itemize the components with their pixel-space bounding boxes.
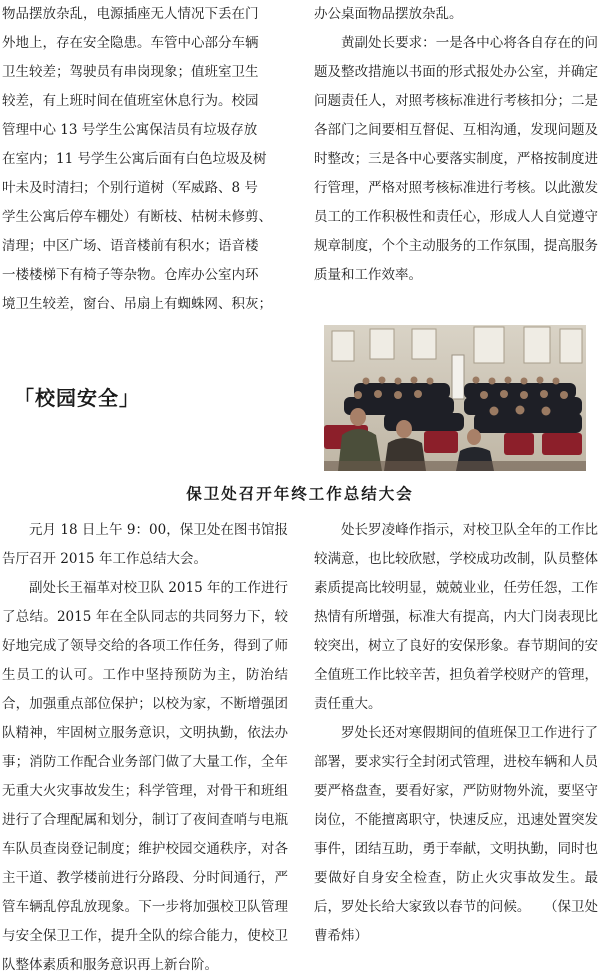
continued-text-right-column — [314, 0, 598, 290]
paragraph: 办公桌面物品摆放杂乱。 — [314, 6, 463, 22]
text-line: 一楼楼梯下有椅子等杂物。仓库办公室内环 — [2, 267, 259, 283]
article-right-column — [314, 516, 598, 951]
text-line: 卫生较差；驾驶员有串岗现象；值班室卫生 — [2, 64, 259, 80]
section-heading: 「校园安全」 — [14, 386, 140, 410]
paragraph — [314, 719, 598, 951]
text-line: 清理；中区广场、语音楼前有积水；语音楼 — [2, 238, 259, 254]
text-line: 叶未及时清扫；个别行道树（军威路、8 号 — [2, 180, 258, 196]
article-left-column — [2, 516, 288, 980]
text-line: 较差，有上班时间在值班室休息行为。校园 — [2, 93, 259, 109]
continued-text-left-column — [2, 0, 288, 319]
text-line: 学生公寓后停车棚处）有断枝、枯树未修剪、 — [2, 209, 272, 225]
paragraph: 黄副处长要求：一是各中心将各自存在的问题及整改措施以书面的形式报处办公室，并确定问题责任人，对照考核标准进行考核扣分；二是各部门之间要相互督促、互相沟通，发现问题及时整改；三是各中心要落实制度，严格按制度进行管理，严格对照考核标准进行考核。以此激发员工的工作积极性和责任心，形成人人自觉遵守规章制度，个个主动服务的工作氛围，提高服务质量和工作效率。 — [314, 35, 598, 283]
meeting-photo — [324, 325, 586, 471]
paragraph: 元月 18 日上午 9：00，保卫处在图书馆报告厅召开 2015 年工作总结大会。 — [2, 522, 288, 567]
text-line: 外地上，存在安全隐患。车管中心部分车辆 — [2, 35, 259, 51]
text-line: 境卫生较差，窗台、吊扇上有蜘蛛网、积灰； — [2, 296, 272, 312]
article-title: 保卫处召开年终工作总结大会 — [186, 485, 414, 503]
text-line: 物品摆放杂乱，电源插座无人情况下丢在门 — [2, 6, 259, 22]
text-line: 管理中心 13 号学生公寓保洁员有垃圾存放 — [2, 122, 258, 138]
byline: （保卫处 曹希炜） — [314, 899, 599, 944]
paragraph-text: 罗处长还对寒假期间的值班保卫工作进行了部署，要求实行全封闭式管理，进校车辆和人员要严格盘查，要看好家，严防财物外流，要坚守岗位，不能擅离职守，快速反应，迅速处置突发事件，团结互助，勇于奉献，文明执勤，同时也要做好自身安全检查，防止火灾事故发生。最后，罗处长给大家致以春节的问候。 — [314, 725, 598, 915]
paragraph: 副处长王福革对校卫队 2015 年的工作进行了总结。2015 年在全队同志的共同努力下，较好地完成了领导交给的各项工作任务，得到了师生员工的认可。工作中坚持预防为主，防治结合，加强重点部位保护；以校为家，不断增强团队精神，牢固树立服务意识，文明执勤，依法办事；消防工作配合业务部门做了大量工作，全年无重大火灾事故发生；科学管理，对骨干和班组进行了合理配属和划分，制订了夜间查哨与电瓶车队员查岗登记制度；维护校园交通秩序，对各主干道、教学楼前进行分路段、分时间通行，严管车辆乱停乱放现象。下一步将加强校卫队管理与安全保卫工作，提升全队的综合能力，使校卫队整体素质和服务意识再上新台阶。 — [2, 580, 288, 973]
text-line: 在室内；11 号学生公寓后面有白色垃圾及树 — [2, 151, 267, 167]
paragraph: 处长罗凌峰作指示，对校卫队全年的工作比较满意，也比较欣慰，学校成功改制，队员整体素质提高比较明显，兢兢业业，任劳任怨，工作热情有所增强，标准大有提高，内大门岗表现比较突出，树立了良好的安保形象。春节期间的安全值班工作比较辛苦，担负着学校财产的管理，责任重大。 — [314, 522, 598, 712]
